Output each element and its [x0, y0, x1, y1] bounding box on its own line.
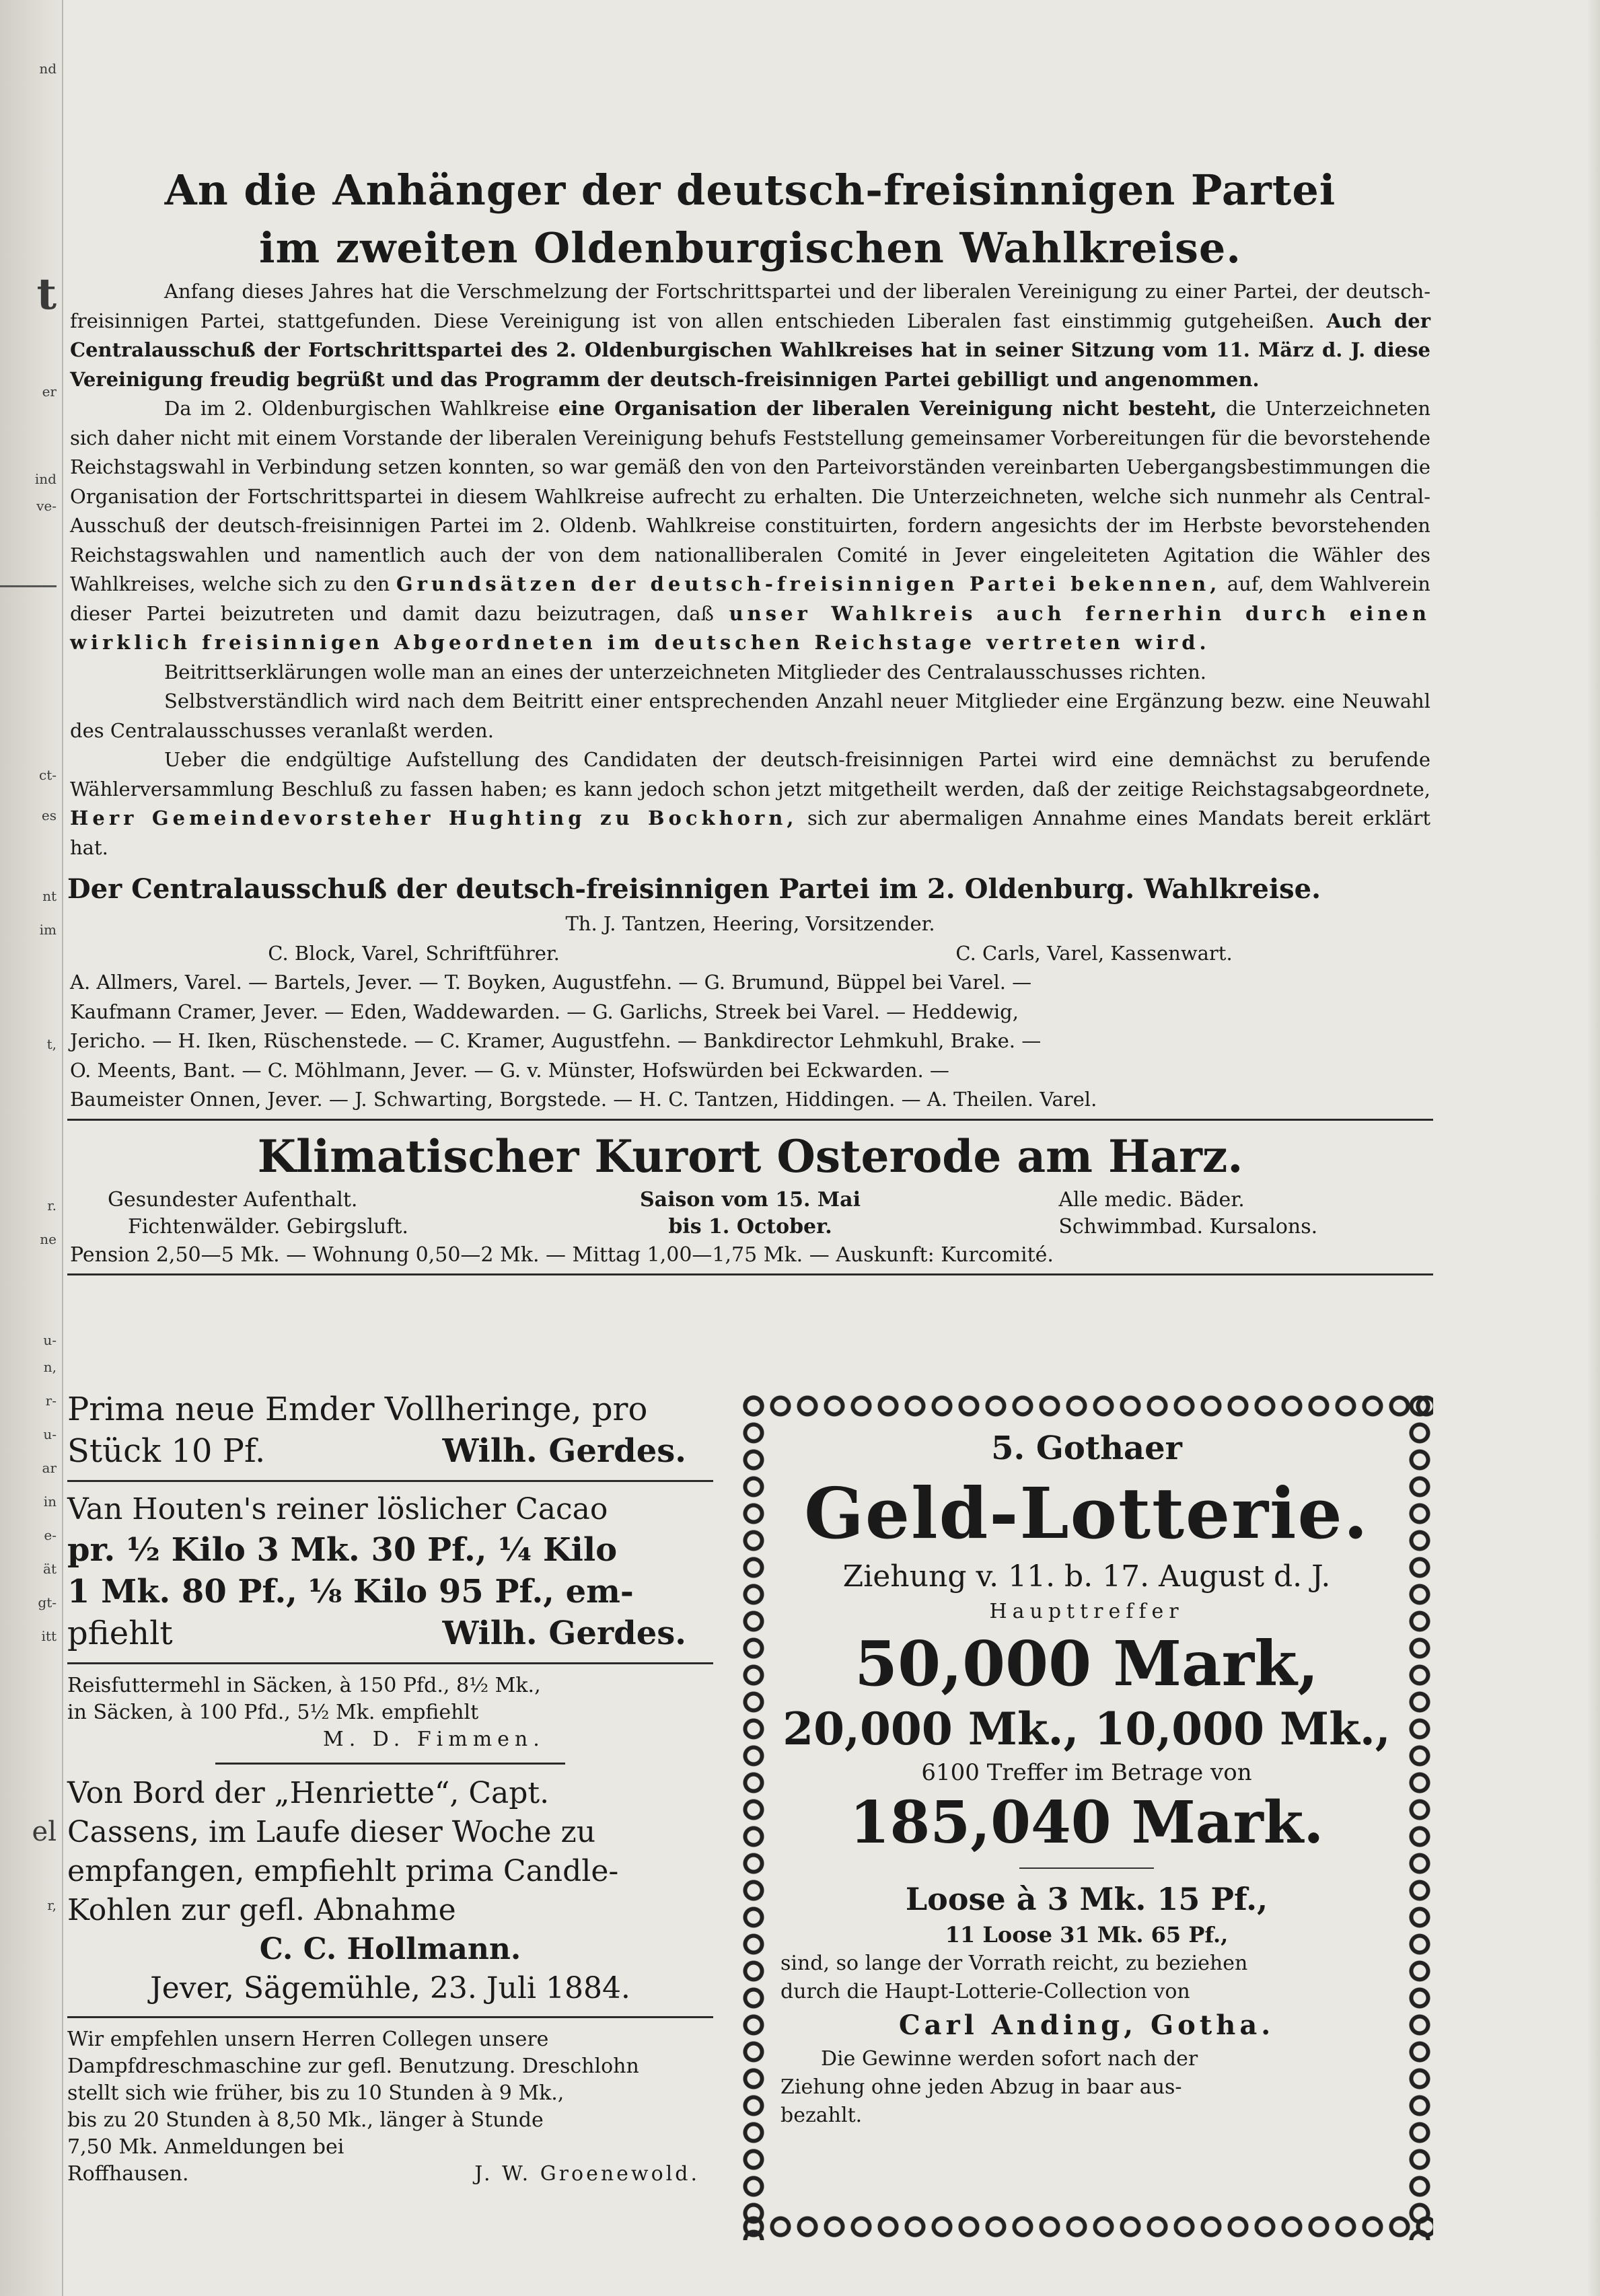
section-divider [67, 1273, 1433, 1275]
spine-fragment: ct- [39, 767, 57, 783]
ad-divider [215, 1763, 565, 1765]
spine-fragment: es [41, 807, 57, 823]
kurort-col2-line2: bis 1. October. [668, 1214, 832, 1238]
paragraph-2-text-a: Da im 2. Oldenburgischen Wahlkreise [164, 397, 558, 420]
herring-line-1: Prima neue Emder Vollheringe, pro [67, 1391, 648, 1428]
kohlen-line-3: empfangen, empfiehlt prima Candle- [67, 1854, 619, 1888]
paragraph-2-text-c: auf, dem Wahlverein dieser Partei beizutreten und damit dazu beizutragen, daß [70, 572, 1430, 625]
spine-fragment: u- [43, 1332, 57, 1348]
kurort-title: Klimatischer Kurort Osterode am Harz. [257, 1130, 1243, 1183]
paragraph-2-bold-a: eine Organisation der liberalen Vereinigung nicht besteht, [558, 397, 1217, 420]
lottery-body-3: Die Gewinne werden sofort nach der [821, 2047, 1198, 2071]
spine-fragment: ve- [36, 498, 57, 514]
paragraph-5 [70, 745, 1430, 862]
spine-fragment: ar [42, 1460, 57, 1476]
paragraph-3: Beitrittserklärungen wolle man an eines der unterzeichneten Mitglieder des Centralausschusses richten. [164, 660, 1206, 683]
spine-fragment: ät [43, 1561, 57, 1577]
lottery-advertisement [740, 1393, 1433, 2240]
committee-members-5: Baumeister Onnen, Jever. — J. Schwarting, Borgstede. — H. C. Tantzen, Hiddingen. — A. Theilen. Varel. [70, 1088, 1097, 1111]
spine-fragment: r. [47, 1197, 57, 1214]
paragraph-5-text-b: sich zur abermaligen Annahme eines Mandats bereit erklärt hat. [70, 807, 1430, 859]
herring-line-2 [67, 1430, 713, 1472]
ad-divider [67, 1662, 713, 1664]
lottery-border-top [740, 1393, 1433, 1419]
cacao-ad [67, 1487, 713, 1657]
spine-fragment: t [36, 269, 57, 320]
lottery-seller: Carl Anding, Gotha. [898, 2009, 1275, 2041]
kurort-col1-line2: Fichtenwälder. Gebirgsluft. [128, 1214, 408, 1238]
cacao-recommend: pfiehlt [67, 1615, 173, 1652]
kurort-advertisement [67, 1126, 1433, 1270]
spine-fragment: ne [40, 1231, 57, 1247]
dampf-line-4: bis zu 20 Stunden à 8,50 Mk., länger à Stunde [67, 2108, 544, 2132]
herring-price: Stück 10 Pf. [67, 1432, 266, 1470]
paragraph-1 [70, 277, 1430, 394]
reis-line-2: in Säcken, à 100 Pfd., 5½ Mk. empfiehlt [67, 1701, 479, 1724]
section-divider [67, 1119, 1433, 1121]
page-right-edge [1588, 0, 1600, 2296]
spine-fragment: in [43, 1493, 57, 1510]
dampf-seller: J. W. Groenewold. [474, 2162, 700, 2186]
dampf-place: Roffhausen. [67, 2162, 189, 2186]
spine-fragment: e- [44, 1527, 57, 1543]
lottery-border-right [1406, 1393, 1433, 2240]
announcement-headline-1: An die Anhänger der deutsch-freisinnigen Partei [164, 165, 1336, 215]
lottery-content [780, 1426, 1393, 2207]
kohlen-line-2: Cassens, im Laufe dieser Woche zu [67, 1815, 596, 1849]
lottery-border-left [740, 1393, 767, 2240]
dampf-line-1: Wir empfehlen unsern Herren Collegen unsere [67, 2028, 549, 2051]
lottery-main-prize-label: Haupttreffer [989, 1600, 1184, 1623]
paragraph-2 [70, 394, 1430, 658]
spine-fragment: u- [43, 1426, 57, 1442]
party-announcement [67, 161, 1433, 1280]
ad-divider [67, 2016, 713, 2018]
kohlen-seller: C. C. Hollmann. [259, 1932, 521, 1966]
announcement-body [67, 277, 1433, 862]
lottery-main-prize: 50,000 Mark, [854, 1627, 1319, 1700]
paragraph-2-text-b: die Unterzeichneten sich daher nicht mit einem Vorstande der liberalen Vereinigung behufs Feststellung gemeinsamer Vorbereitungen für die bevorstehende Reichstagswahl in Verbindung setzen konnten, so war gemäß den von den Parteivorständen vereinbarten Uebergangsbestimmungen die Organisation der Fortschrittspartei in diesem Wahlkreise aufrecht zu erhalten. Die Unterzeichneten, welche sich nunmehr als Central-Ausschuß der deutsch-freisinnigen Partei im 2. Oldenb. Wahlkreise constituirten, fordern angesichts der im Herbste bevorstehenden Reichstagswahlen und namentlich auch der von dem nationalliberalen Comité in Jever eingeleiteten Agitation die Wähler des Wahlkreises, welche sich zu den [70, 397, 1430, 595]
dampf-line-5: 7,50 Mk. Anmeldungen bei [67, 2135, 344, 2159]
kurort-col2-line1: Saison vom 15. Mai [640, 1187, 861, 1212]
reis-ad [67, 1670, 713, 1756]
lottery-prize-count: 6100 Treffer im Betrage von [921, 1759, 1252, 1786]
kohlen-place-date: Jever, Sägemühle, 23. Juli 1884. [150, 1971, 630, 2005]
herring-seller: Wilh. Gerdes. [442, 1432, 686, 1470]
dampf-line-6 [67, 2161, 713, 2188]
committee-secretary: C. Block, Varel, Schriftführer. [268, 941, 560, 965]
cacao-line-3: 1 Mk. 80 Pf., ⅛ Kilo 95 Pf., em- [67, 1573, 634, 1610]
adjacent-page-spine [0, 0, 63, 2296]
newspaper-page [67, 0, 1588, 2296]
lottery-edition: 5. Gothaer [991, 1430, 1182, 1467]
dreschmaschine-ad [67, 2024, 713, 2190]
spine-fragment: im [39, 922, 57, 938]
kurort-col1-line1: Gesundester Aufenthalt. [108, 1187, 358, 1212]
lottery-body-5: bezahlt. [780, 2104, 863, 2127]
paragraph-2-spaced-a: Grundsätzen der deutsch-freisinnigen Partei bekennen, [396, 572, 1221, 595]
lottery-border-bottom [740, 2213, 1433, 2240]
lottery-body-1: sind, so lange der Vorrath reicht, zu beziehen [780, 1952, 1248, 1975]
lottery-body-2: durch die Haupt-Lotterie-Collection von [780, 1980, 1190, 2003]
committee-members-3: Jericho. — H. Iken, Rüschenstede. — C. Kramer, Augustfehn. — Bankdirector Lehmkuhl, Brake. — [70, 1029, 1042, 1052]
kurort-col3-line2: Schwimmbad. Kursalons. [1058, 1214, 1318, 1238]
spine-rule [0, 585, 57, 587]
spine-fragment: nt [42, 888, 57, 904]
reis-line-1: Reisfuttermehl in Säcken, à 150 Pfd., 8½ Mk., [67, 1674, 541, 1697]
lottery-body-4: Ziehung ohne jeden Abzug in baar aus- [780, 2075, 1182, 2099]
spine-fragment: n, [43, 1359, 57, 1375]
spine-fragment: gt- [38, 1594, 57, 1610]
spine-fragment: itt [41, 1628, 57, 1644]
left-ads-column [67, 1386, 713, 2190]
paragraph-2-spaced-b: unser Wahlkreis auch fernerhin durch einen wirklich freisinnigen Abgeordneten im deutschen Reichstage vertreten wird. [70, 601, 1431, 654]
lottery-ticket-price: Loose à 3 Mk. 15 Pf., [905, 1881, 1268, 1917]
kurort-col3-line1: Alle medic. Bäder. [1058, 1187, 1245, 1212]
kurort-prices: Pension 2,50—5 Mk. — Wohnung 0,50—2 Mk. — Mittag 1,00—1,75 Mk. — Auskunft: Kurcomité. [70, 1243, 1054, 1267]
spine-fragment: r, [47, 1897, 57, 1913]
committee-treasurer: C. Carls, Varel, Kassenwart. [955, 941, 1233, 965]
paragraph-1-bold: Auch der Centralausschuß der Fortschrittspartei des 2. Oldenburgischen Wahlkreises hat in seiner Sitzung vom 11. März d. J. diese Vereinigung freudig begrüßt und das Programm der deutsch-freisinnigen Partei gebilligt und angenommen. [70, 309, 1430, 391]
lottery-divider [1019, 1867, 1154, 1869]
committee-title: Der Centralausschuß der deutsch-freisinnigen Partei im 2. Oldenburg. Wahlkreise. [67, 873, 1321, 905]
committee-members-4: O. Meents, Bant. — C. Möhlmann, Jever. — G. v. Münster, Hofswürden bei Eckwarden. — [70, 1058, 949, 1082]
lottery-total: 185,040 Mark. [849, 1789, 1324, 1857]
cacao-line-1: Van Houten's reiner löslicher Cacao [67, 1492, 608, 1526]
ad-divider [67, 1480, 713, 1482]
spine-fragment: r- [45, 1393, 57, 1409]
committee-officers [67, 939, 1433, 969]
committee-members-2: Kaufmann Cramer, Jever. — Eden, Waddewarden. — G. Garlichs, Streek bei Varel. — Heddewig, [70, 1000, 1019, 1023]
lottery-bundle-price: 11 Loose 31 Mk. 65 Pf., [945, 1922, 1229, 1948]
spine-fragment: nd [39, 61, 57, 77]
spine-fragment: el [32, 1816, 57, 1847]
announcement-headline-2: im zweiten Oldenburgischen Wahlkreise. [259, 223, 1241, 272]
spine-fragment: ind [34, 471, 57, 487]
lottery-secondary-prizes: 20,000 Mk., 10,000 Mk., [783, 1703, 1391, 1755]
herring-ad [67, 1386, 713, 1475]
lottery-draw-dates: Ziehung v. 11. b. 17. August d. J. [842, 1559, 1331, 1594]
paragraph-4: Selbstverständlich wird nach dem Beitritt einer entsprechenden Anzahl neuer Mitglieder eine Ergänzung bezw. eine Neuwahl des Centralausschusses veranlaßt werden. [70, 690, 1430, 742]
spine-fragment: er [42, 383, 57, 400]
kurort-details [67, 1187, 1433, 1240]
spine-fragment: t, [46, 1036, 57, 1052]
reis-seller: M. D. Fimmen. [323, 1728, 545, 1751]
cacao-line-4 [67, 1613, 713, 1654]
lottery-title: Geld-Lotterie. [804, 1472, 1369, 1555]
kohlen-line-4: Kohlen zur gefl. Abnahme [67, 1893, 456, 1927]
dampf-line-3: stellt sich wie früher, bis zu 10 Stunden à 9 Mk., [67, 2081, 565, 2105]
dampf-line-2: Dampfdreschmaschine zur gefl. Benutzung. Dreschlohn [67, 2054, 639, 2078]
kohlen-ad [67, 1771, 713, 2011]
paragraph-5-bold: Herr Gemeindevorsteher Hughting zu Bockhorn, [70, 807, 798, 829]
cacao-seller: Wilh. Gerdes. [442, 1615, 686, 1652]
committee-members-1: A. Allmers, Varel. — Bartels, Jever. — T. Boyken, Augustfehn. — G. Brumund, Büppel bei Varel. — [70, 971, 1032, 994]
cacao-line-2: pr. ½ Kilo 3 Mk. 30 Pf., ¼ Kilo [67, 1531, 618, 1569]
paragraph-5-text-a: Ueber die endgültige Aufstellung des Candidaten der deutsch-freisinnigen Partei wird eine demnächst zu berufende Wählerversammlung Beschluß zu fassen haben; es kann jedoch schon jetzt mitgetheilt werden, daß der zeitige Reichstagsabgeordnete, [70, 748, 1430, 801]
paragraph-1-text: Anfang dieses Jahres hat die Verschmelzung der Fortschrittspartei und der liberalen Vereinigung zu einer Partei, der deutsch-freisinnigen Partei, stattgefunden. Diese Vereinigung ist von allen entschieden Liberalen fast einstimmig gutgeheißen. [70, 280, 1430, 332]
kohlen-line-1: Von Bord der „Henriette“, Capt. [67, 1776, 550, 1810]
committee-chair: Th. J. Tantzen, Heering, Vorsitzender. [565, 912, 935, 935]
